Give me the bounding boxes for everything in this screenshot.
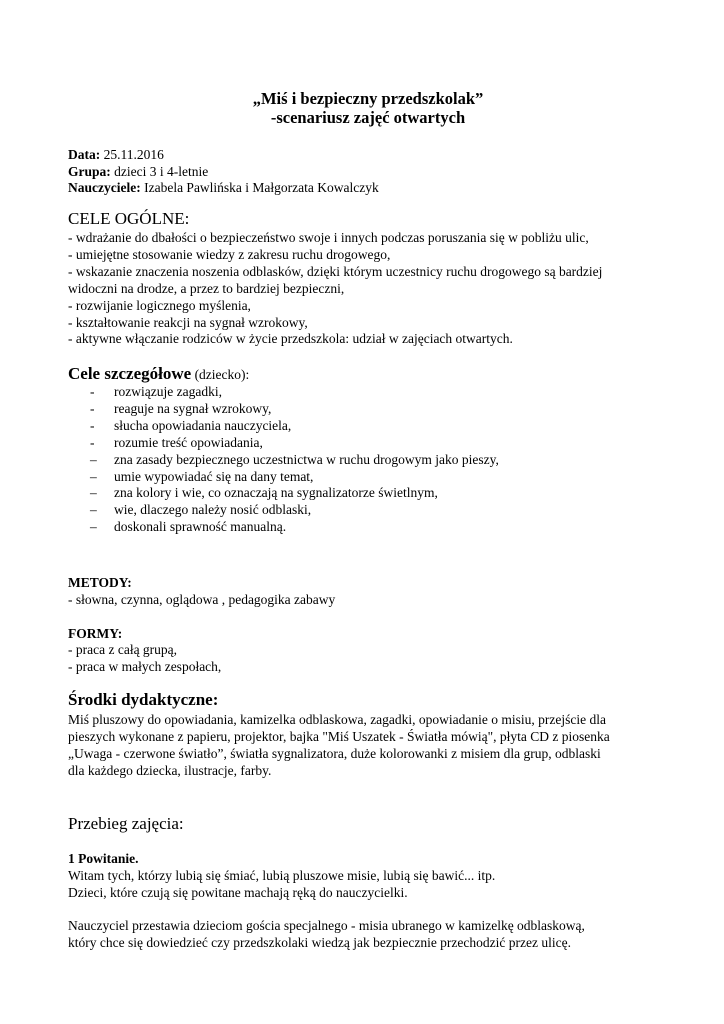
methods-text: - słowna, czynna, oglądowa , pedagogika zabawy <box>68 592 336 607</box>
list-item-text: rozumie treść opowiadania, <box>114 434 263 450</box>
list-item-text: rozwiązuje zagadki, <box>114 384 222 399</box>
list-item: - praca w małych zespołach, <box>68 658 222 674</box>
bullet: – <box>90 451 97 467</box>
date-label: Data: <box>68 147 101 162</box>
teaching-aids-heading: Środki dydaktyczne: <box>68 690 219 709</box>
list-item <box>90 452 499 469</box>
list-item: - wdrażanie do dbałości o bezpieczeństwo swoje i innych podczas poruszania się w pobliżu ulic, <box>68 230 589 245</box>
list-item <box>90 469 499 486</box>
list-item <box>90 401 499 418</box>
list-item: - rozwijanie logicznego myślenia, <box>68 297 251 313</box>
date-value: 25.11.2016 <box>100 147 164 162</box>
specific-goals-heading <box>68 364 249 385</box>
specific-goals-list <box>90 384 499 536</box>
list-item <box>90 384 499 401</box>
paragraph-line: dla każdego dziecka, ilustracje, farby. <box>68 763 272 778</box>
bullet: - <box>90 434 95 450</box>
list-item-text: słucha opowiadania nauczyciela, <box>114 417 292 433</box>
bullet: – <box>90 485 97 501</box>
title-line-1: „Miś i bezpieczny przedszkolak” <box>252 89 484 108</box>
paragraph-line: „Uwaga - czerwone światło”, światła sygnalizatora, duże kolorowanki z misiem dla grup, odblaski <box>68 746 601 761</box>
meta-group <box>68 164 379 181</box>
list-item: widoczni na drodze, a przez to bardziej bezpieczni, <box>68 280 345 296</box>
paragraph-line: Miś pluszowy do opowiadania, kamizelka odblaskowa, zagadki, opowiadanie o misiu, przejście dla <box>68 712 606 727</box>
meta-info <box>68 147 379 197</box>
bullet: – <box>90 519 97 535</box>
bullet: - <box>90 400 95 416</box>
teaching-aids-paragraph <box>68 711 668 779</box>
list-item-text: umie wypowiadać się na dany temat, <box>114 468 314 484</box>
bullet: - <box>90 417 95 433</box>
teachers-value: Izabela Pawlińska i Małgorzata Kowalczyk <box>140 180 379 195</box>
bullet: - <box>90 384 95 399</box>
specific-goals-title: Cele szczegółowe <box>68 364 192 383</box>
list-item <box>90 502 499 519</box>
group-value: dzieci 3 i 4-letnie <box>110 163 209 179</box>
bullet: – <box>90 502 97 518</box>
general-goals-heading: CELE OGÓLNE: <box>68 209 190 228</box>
greeting-heading: 1 Powitanie. <box>68 851 139 866</box>
meta-teachers <box>68 180 379 197</box>
list-item-text: zna zasady bezpiecznego uczestnictwa w ruchu drogowym jako pieszy, <box>114 451 499 467</box>
paragraph-line: Nauczyciel przestawia dzieciom gościa specjalnego - misia ubranego w kamizelkę odblaskową, <box>68 918 585 933</box>
list-item-text: zna kolory i wie, co oznaczają na sygnalizatorze świetlnym, <box>114 485 438 501</box>
paragraph-line: Witam tych, którzy lubią się śmiać, lubią pluszowe misie, lubią się bawić... itp. <box>68 868 496 883</box>
list-item-text: reaguje na sygnał wzrokowy, <box>114 400 272 416</box>
paragraph-line: Dzieci, które czują się powitane machają ręką do nauczycielki. <box>68 884 408 900</box>
teacher-paragraph <box>68 918 585 952</box>
group-label: Grupa: <box>68 163 111 179</box>
general-goals-list <box>68 230 602 348</box>
list-item: - kształtowanie reakcji na sygnał wzrokowy, <box>68 314 308 330</box>
list-item <box>90 485 499 502</box>
list-item: - aktywne włączanie rodziców w życie przedszkola: udział w zajęciach otwartych. <box>68 331 513 347</box>
forms-heading: FORMY: <box>68 626 123 641</box>
greeting-paragraph <box>68 868 495 902</box>
paragraph-line: który chce się dowiedzieć czy przedszkolaki wiedzą jak bezpiecznie przechodzić przez ulicę. <box>68 934 571 950</box>
list-item-text: wie, dlaczego należy nosić odblaski, <box>114 502 312 518</box>
list-item: - wskazanie znaczenia noszenia odblasków, dzięki którym uczestnicy ruchu drogowego są bardziej <box>68 263 603 279</box>
lesson-course-heading: Przebieg zajęcia: <box>68 814 184 833</box>
meta-date <box>68 147 379 164</box>
teachers-label: Nauczyciele: <box>68 180 141 195</box>
methods-heading: METODY: <box>68 575 132 590</box>
bullet: – <box>90 468 97 484</box>
list-item <box>90 519 499 536</box>
forms-list <box>68 642 221 676</box>
list-item-text: doskonali sprawność manualną. <box>114 519 287 535</box>
list-item <box>90 418 499 435</box>
specific-goals-suffix: (dziecko): <box>191 367 250 382</box>
paragraph-line: pieszych wykonane z papieru, projektor, bajka "Miś Uszatek - Światła mówią", płyta CD z piosenka <box>68 729 610 744</box>
list-item: - praca z całą grupą, <box>68 642 178 657</box>
list-item <box>90 435 499 452</box>
list-item: - umiejętne stosowanie wiedzy z zakresu ruchu drogowego, <box>68 246 391 262</box>
title-line-2: -scenariusz zajęć otwartych <box>270 108 466 127</box>
